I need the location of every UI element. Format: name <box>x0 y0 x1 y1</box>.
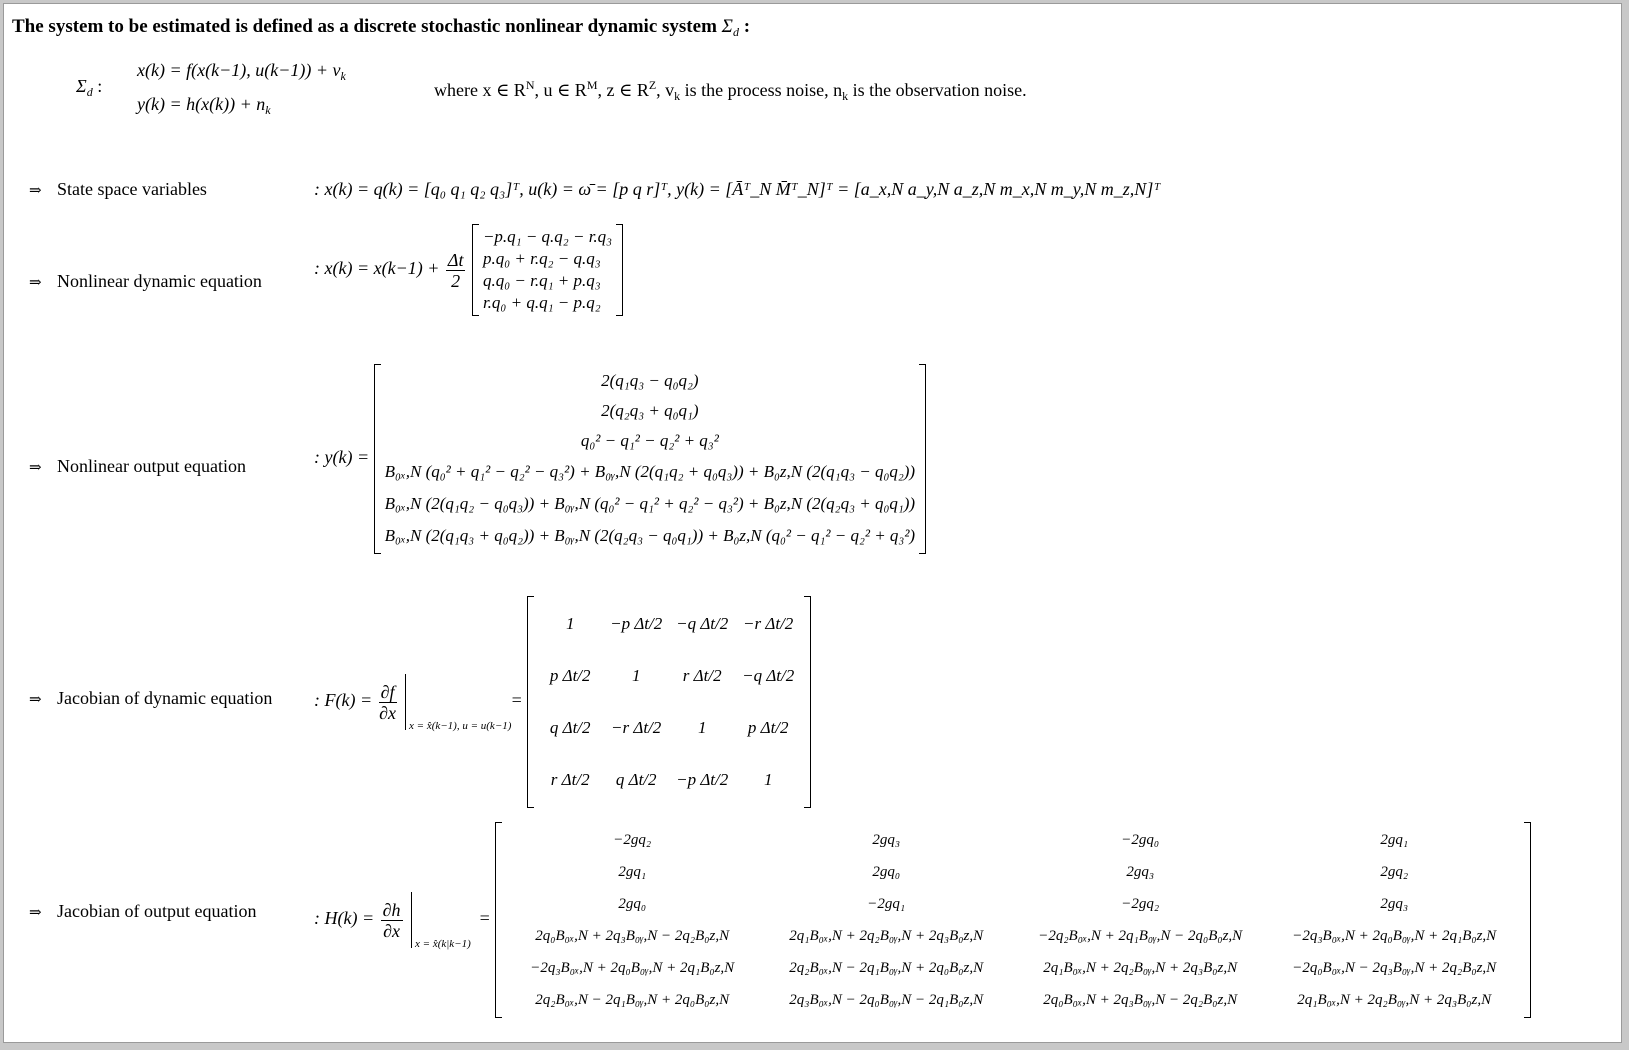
jac-out-matrix <box>495 822 1531 1018</box>
matrix-cell: q Δt/2 <box>549 718 591 737</box>
jac-dyn-lhs: : F(k) = <box>314 690 373 711</box>
jac-dyn-frac-den: ∂x <box>379 702 397 723</box>
matrix-cell: q Δt/2 <box>615 770 657 789</box>
system-label-sub: d <box>86 85 93 99</box>
jac-dyn-eval-bar <box>405 674 512 732</box>
dynamic-frac-den: 2 <box>451 270 461 291</box>
matrix-cell: r Δt/2 <box>550 770 590 789</box>
matrix-cell: −r Δt/2 <box>611 718 662 737</box>
row-jac-dyn-label <box>29 688 272 709</box>
matrix-cell: 2gq₂ <box>1380 863 1409 880</box>
jac-out-eval-bar <box>411 892 471 950</box>
matrix-cell: 2q₀B₀ₓ,N + 2q₃B₀ᵧ,N − 2q₂B₀z,N <box>535 927 730 944</box>
row-state-label <box>29 179 207 200</box>
matrix-cell: 2gq₀ <box>872 863 901 880</box>
page-title <box>12 16 750 40</box>
row-jac-out-label-text: Jacobian of output equation <box>57 901 257 921</box>
matrix-cell: −2gq₁ <box>867 895 906 912</box>
output-equation <box>314 364 926 554</box>
system-label-sigma: Σ <box>76 76 87 96</box>
row-state-label-text: State space variables <box>57 179 207 199</box>
implies-arrow: ⇒ <box>29 275 42 291</box>
matrix-cell: 2q₂B₀ₓ,N − 2q₁B₀ᵧ,N + 2q₀B₀z,N <box>789 959 984 976</box>
where-vk: k <box>674 89 681 103</box>
matrix-cell: −2gq₀ <box>1121 831 1160 848</box>
row-dynamic-label-text: Nonlinear dynamic equation <box>57 271 262 291</box>
where-z: , z ∈ R <box>597 80 649 100</box>
row-jac-out-label <box>29 901 256 922</box>
dynamic-vector-cell: q.q₀ − r.q₁ + p.q₃ <box>482 271 601 290</box>
implies-arrow: ⇒ <box>29 692 42 708</box>
matrix-cell: r Δt/2 <box>682 666 722 685</box>
where-N: N <box>525 78 535 92</box>
matrix-cell: −2q₃B₀ₓ,N + 2q₀B₀ᵧ,N + 2q₁B₀z,N <box>1292 927 1497 944</box>
matrix-cell: p Δt/2 <box>549 666 591 685</box>
matrix-cell: 2q₃B₀ₓ,N − 2q₀B₀ᵧ,N − 2q₁B₀z,N <box>789 991 984 1008</box>
where-process-noise: is the process noise, n <box>680 80 843 100</box>
dynamic-vector-cell: r.q₀ + q.q₁ − p.q₂ <box>482 293 601 312</box>
output-vector-cell: B₀ₓ,N (2(q₁q₂ − q₀q₃)) + B₀ᵧ,N (q₀² − q₁² + q₂² − q₃²) + B₀z,N (2(q₂q₃ + q₀q₁)) <box>384 494 916 513</box>
where-v: , v <box>656 80 675 100</box>
matrix-cell: −p Δt/2 <box>610 614 663 633</box>
jac-out-equation <box>314 822 1531 1018</box>
dynamic-vector-cell: −p.q₁ − q.q₂ − r.q₃ <box>482 227 613 246</box>
dynamic-lhs: : x(k) = x(k−1) + <box>314 258 440 279</box>
row-dynamic-label <box>29 271 262 292</box>
dynamic-vector <box>472 224 623 316</box>
matrix-cell: 2q₀B₀ₓ,N + 2q₃B₀ᵧ,N − 2q₂B₀z,N <box>1043 991 1238 1008</box>
implies-arrow: ⇒ <box>29 183 42 199</box>
document-page <box>3 3 1622 1043</box>
matrix-cell: 2q₁B₀ₓ,N + 2q₂B₀ᵧ,N + 2q₃B₀z,N <box>789 927 984 944</box>
matrix-cell: 1 <box>631 666 641 685</box>
where-Z: Z <box>648 78 657 92</box>
output-lhs: : y(k) = <box>314 447 370 468</box>
jac-out-frac-num: ∂h <box>382 899 401 920</box>
matrix-cell: 2q₁B₀ₓ,N + 2q₂B₀ᵧ,N + 2q₃B₀z,N <box>1297 991 1492 1008</box>
jac-out-equals: = <box>478 908 491 929</box>
jac-dyn-matrix <box>527 596 811 808</box>
where-u: , u ∈ R <box>534 80 587 100</box>
matrix-cell: p Δt/2 <box>747 718 789 737</box>
dynamic-equation <box>314 224 623 316</box>
jac-out-lhs: : H(k) = <box>314 908 375 929</box>
jac-out-eval-text: x = x̂(k|k−1) <box>415 938 471 950</box>
dynamic-frac-num: Δt <box>447 249 464 270</box>
matrix-cell: 2gq₃ <box>1380 895 1409 912</box>
system-line-2-text: y(k) = h(x(k)) + n <box>137 94 266 114</box>
jac-dyn-equals: = <box>510 690 523 711</box>
implies-arrow: ⇒ <box>29 460 42 476</box>
system-line-1-text: x(k) = f(x(k−1), u(k−1)) + v <box>137 60 341 80</box>
matrix-cell: 1 <box>565 614 575 633</box>
row-jac-dyn-label-text: Jacobian of dynamic equation <box>57 688 273 708</box>
matrix-cell: −2gq₂ <box>613 831 652 848</box>
output-vector-cell: B₀ₓ,N (q₀² + q₁² − q₂² − q₃²) + B₀ᵧ,N (2(q₁q₂ + q₀q₃)) + B₀z,N (2(q₁q₃ − q₀q₂)) <box>384 462 916 481</box>
row-output-label-text: Nonlinear output equation <box>57 456 246 476</box>
matrix-cell: −2q₀B₀ₓ,N − 2q₃B₀ᵧ,N + 2q₂B₀z,N <box>1292 959 1497 976</box>
implies-arrow: ⇒ <box>29 905 42 921</box>
output-vector-cell: B₀ₓ,N (2(q₁q₃ + q₀q₂)) + B₀ᵧ,N (2(q₂q₃ − q₀q₁)) + B₀z,N (q₀² − q₁² − q₂² + q₃²) <box>384 526 916 545</box>
output-vector <box>374 364 927 554</box>
system-line-2 <box>137 94 271 118</box>
system-line-2-sub: k <box>265 103 271 117</box>
matrix-cell: 2gq₁ <box>1380 831 1409 848</box>
jac-dyn-fraction <box>379 682 397 723</box>
matrix-cell: −2q₃B₀ₓ,N + 2q₀B₀ᵧ,N + 2q₁B₀z,N <box>530 959 735 976</box>
matrix-cell: 1 <box>763 770 773 789</box>
matrix-cell: 2gq₀ <box>618 895 647 912</box>
title-colon: : <box>743 16 751 37</box>
matrix-cell: 2gq₁ <box>618 863 647 880</box>
system-line-1 <box>137 60 346 84</box>
dynamic-vector-cell: p.q₀ + r.q₂ − q.q₃ <box>482 249 601 268</box>
matrix-cell: 2q₁B₀ₓ,N + 2q₂B₀ᵧ,N + 2q₃B₀z,N <box>1043 959 1238 976</box>
output-vector-cell: q₀² − q₁² − q₂² + q₃² <box>580 431 719 450</box>
matrix-cell: −q Δt/2 <box>676 614 729 633</box>
jac-dyn-frac-num: ∂f <box>380 681 395 702</box>
matrix-cell: −2gq₂ <box>1121 895 1160 912</box>
row-output-label <box>29 456 246 477</box>
output-vector-cell: 2(q₂q₃ + q₀q₁) <box>601 401 699 420</box>
where-observation-noise: is the observation noise. <box>848 80 1027 100</box>
matrix-cell: 1 <box>697 718 707 737</box>
title-text: The system to be estimated is defined as a discrete stochastic nonlinear dynamic system <box>12 16 717 37</box>
where-x: where x ∈ R <box>434 80 526 100</box>
title-symbol <box>722 16 739 37</box>
where-M: M <box>586 78 598 92</box>
matrix-cell: −p Δt/2 <box>676 770 729 789</box>
jac-dyn-equation <box>314 596 811 808</box>
jac-out-fraction <box>381 900 403 941</box>
matrix-cell: −2q₂B₀ₓ,N + 2q₁B₀ᵧ,N − 2q₀B₀z,N <box>1038 927 1243 944</box>
dynamic-fraction <box>446 250 466 291</box>
system-where-clause <box>434 78 1027 104</box>
system-label <box>76 76 102 100</box>
matrix-cell: 2q₂B₀ₓ,N − 2q₁B₀ᵧ,N + 2q₀B₀z,N <box>535 991 730 1008</box>
title-sigma: Σ <box>721 16 733 37</box>
jac-out-frac-den: ∂x <box>383 920 401 941</box>
system-label-colon: : <box>97 76 103 96</box>
matrix-cell: −q Δt/2 <box>742 666 795 685</box>
where-nk: k <box>842 89 849 103</box>
title-sigma-sub: d <box>732 25 739 39</box>
state-equation: : x(k) = q(k) = [q₀ q₁ q₂ q₃]ᵀ, u(k) = ω̄ = [p q r]ᵀ, y(k) = [Āᵀ_N M̄ᵀ_N]ᵀ = [a_x,N a_y,N a_z,N m_x,N m_y,N m_z,N]ᵀ <box>314 179 1161 199</box>
jac-dyn-eval-text: x = x̂(k−1), u = u(k−1) <box>409 720 512 732</box>
system-line-1-sub: k <box>340 69 346 83</box>
matrix-cell: 2gq₃ <box>872 831 901 848</box>
output-vector-cell: 2(q₁q₃ − q₀q₂) <box>601 371 699 390</box>
matrix-cell: 2gq₃ <box>1126 863 1155 880</box>
matrix-cell: −r Δt/2 <box>743 614 794 633</box>
